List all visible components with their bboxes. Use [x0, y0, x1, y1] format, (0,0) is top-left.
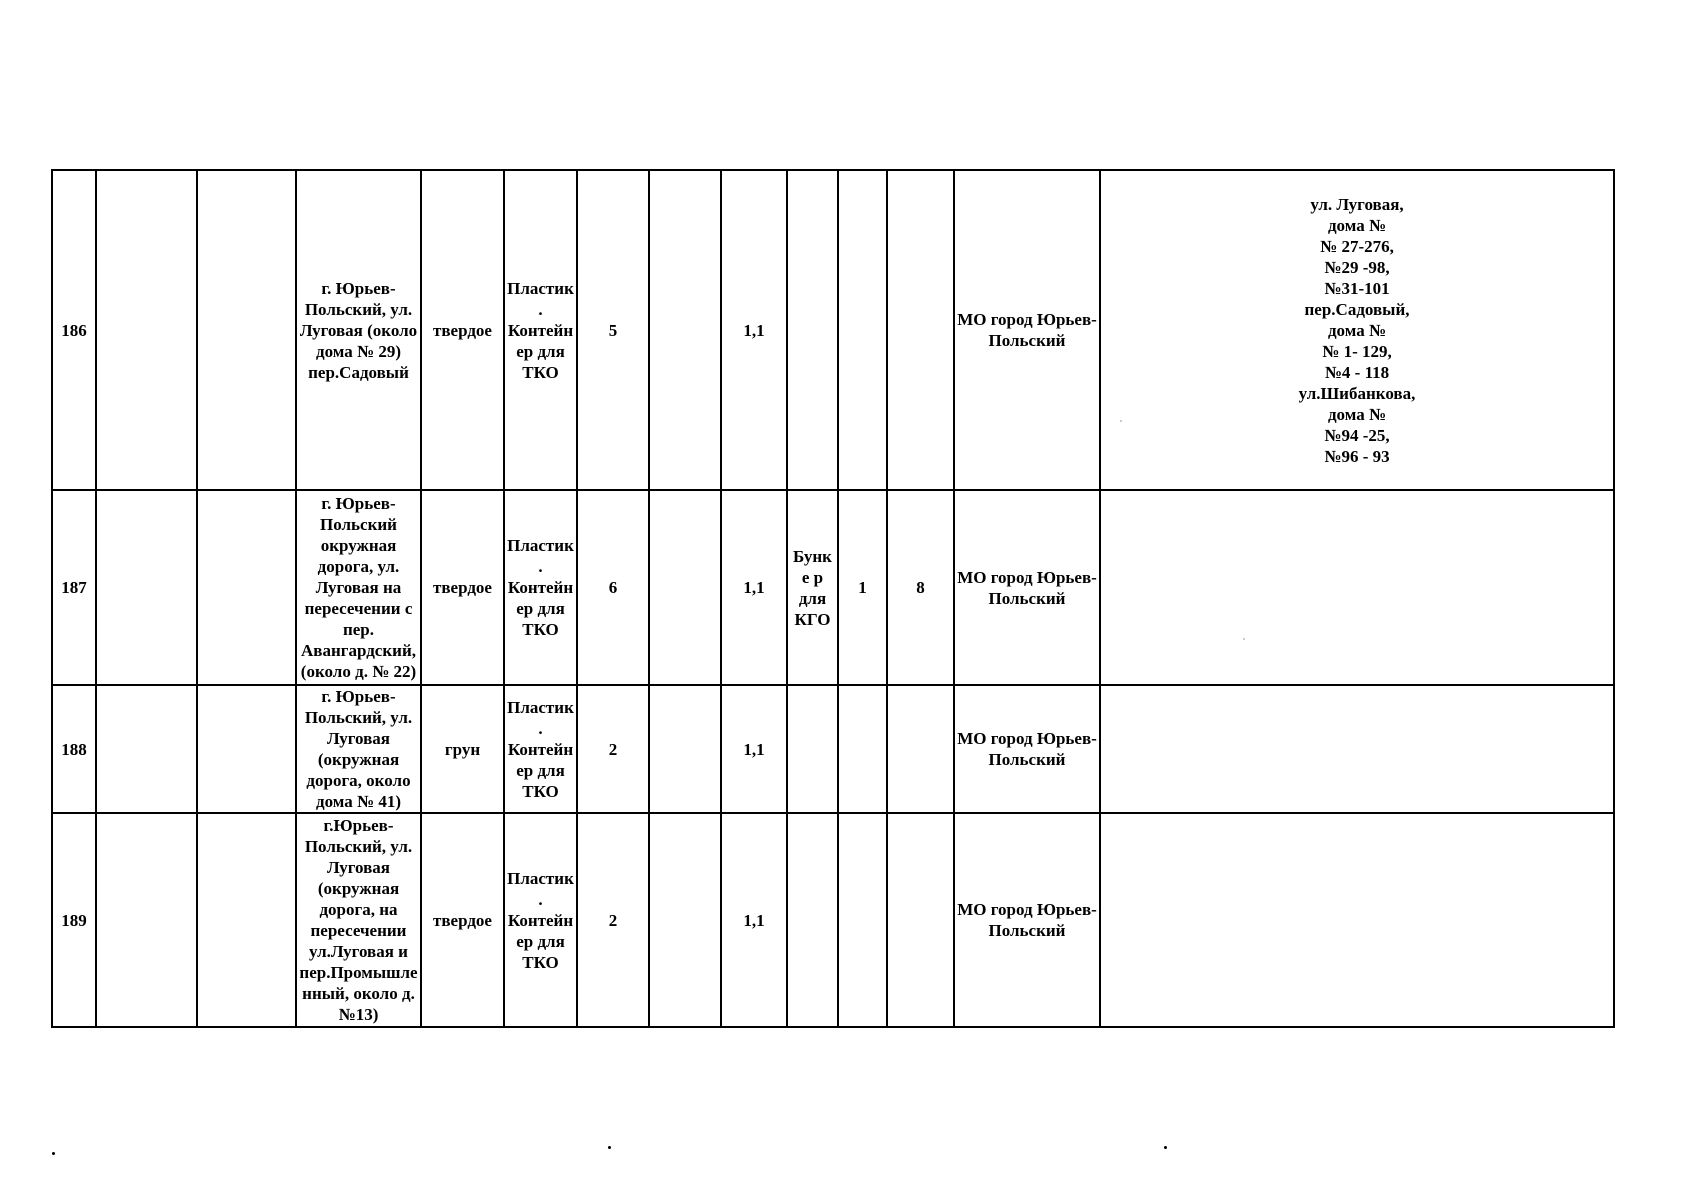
empty-cell [197, 490, 296, 685]
volume-cell: 1,1 [721, 170, 787, 490]
empty-cell [197, 170, 296, 490]
container-count-cell: 6 [577, 490, 649, 685]
container-count-cell: 2 [577, 685, 649, 813]
scan-speck [52, 1152, 55, 1155]
kgo-type-cell [787, 170, 838, 490]
source-line: ул.Шибанкова, [1298, 383, 1416, 403]
source-line: дома № [1327, 320, 1387, 340]
surface-cell: грун [421, 685, 504, 813]
sources-cell [1100, 813, 1614, 1027]
container-type-cell: Пластик. Контейн ер для ТКО [504, 170, 577, 490]
source-line: дома № [1327, 404, 1387, 424]
source-line: № 27-276, [1320, 236, 1394, 256]
source-line: пер.Садовый, [1304, 299, 1410, 319]
surface-cell: твердое [421, 170, 504, 490]
scan-speck [608, 1146, 611, 1149]
address-cell: г. Юрьев-Польский окружная дорога, ул. Луговая на пересечении с пер. Авангардский, (около д. № 22) [296, 490, 421, 685]
owner-cell: МО город Юрьев-Польский [954, 813, 1100, 1027]
row-number: 186 [52, 170, 96, 490]
source-line: №96 - 93 [1324, 446, 1390, 466]
kgo-volume-cell: 8 [887, 490, 954, 685]
row-number: 188 [52, 685, 96, 813]
source-line: №31-101 [1324, 278, 1390, 298]
source-line: ул. Луговая, [1310, 194, 1404, 214]
empty-cell [649, 490, 721, 685]
empty-cell [649, 685, 721, 813]
sources-cell [1100, 490, 1614, 685]
kgo-count-cell [838, 685, 887, 813]
surface-cell: твердое [421, 490, 504, 685]
kgo-count-cell [838, 170, 887, 490]
sources-cell [1100, 685, 1614, 813]
owner-cell: МО город Юрьев-Польский [954, 685, 1100, 813]
source-line: № 1- 129, [1322, 341, 1392, 361]
table-row [52, 813, 1614, 1027]
empty-cell [96, 490, 197, 685]
waste-sites-table [51, 169, 1615, 1028]
table-row [52, 685, 1614, 813]
empty-cell [96, 685, 197, 813]
empty-cell [649, 813, 721, 1027]
scan-speck [1243, 638, 1245, 640]
kgo-type-cell: Бунке р для КГО [787, 490, 838, 685]
owner-cell: МО город Юрьев-Польский [954, 490, 1100, 685]
table-body [52, 170, 1614, 1027]
source-line: №29 -98, [1324, 257, 1390, 277]
volume-cell: 1,1 [721, 685, 787, 813]
kgo-type-cell [787, 813, 838, 1027]
table-row [52, 170, 1614, 490]
table-row [52, 490, 1614, 685]
container-type-cell: Пластик. Контейн ер для ТКО [504, 490, 577, 685]
empty-cell [96, 170, 197, 490]
address-cell: г. Юрьев-Польский, ул. Луговая (около дома № 29) пер.Садовый [296, 170, 421, 490]
address-cell: г.Юрьев-Польский, ул. Луговая (окружная дорога, на пересечении ул.Луговая и пер.Промышле нный, около д.№13) [296, 813, 421, 1027]
scan-speck [1120, 420, 1122, 422]
container-count-cell: 5 [577, 170, 649, 490]
source-line: №94 -25, [1324, 425, 1390, 445]
empty-cell [197, 685, 296, 813]
kgo-volume-cell [887, 685, 954, 813]
surface-cell: твердое [421, 813, 504, 1027]
owner-cell: МО город Юрьев-Польский [954, 170, 1100, 490]
scan-speck [1164, 1146, 1167, 1149]
empty-cell [197, 813, 296, 1027]
kgo-count-cell [838, 813, 887, 1027]
container-count-cell: 2 [577, 813, 649, 1027]
source-line: дома № [1327, 215, 1387, 235]
empty-cell [96, 813, 197, 1027]
kgo-count-cell: 1 [838, 490, 887, 685]
container-type-cell: Пластик. Контейн ер для ТКО [504, 813, 577, 1027]
source-line: №4 - 118 [1324, 362, 1390, 382]
volume-cell: 1,1 [721, 490, 787, 685]
kgo-volume-cell [887, 813, 954, 1027]
row-number: 189 [52, 813, 96, 1027]
volume-cell: 1,1 [721, 813, 787, 1027]
empty-cell [649, 170, 721, 490]
address-cell: г. Юрьев-Польский, ул. Луговая (окружная дорога, около дома № 41) [296, 685, 421, 813]
container-type-cell: Пластик. Контейн ер для ТКО [504, 685, 577, 813]
row-number: 187 [52, 490, 96, 685]
kgo-volume-cell [887, 170, 954, 490]
kgo-type-cell [787, 685, 838, 813]
sources-cell [1100, 170, 1614, 490]
